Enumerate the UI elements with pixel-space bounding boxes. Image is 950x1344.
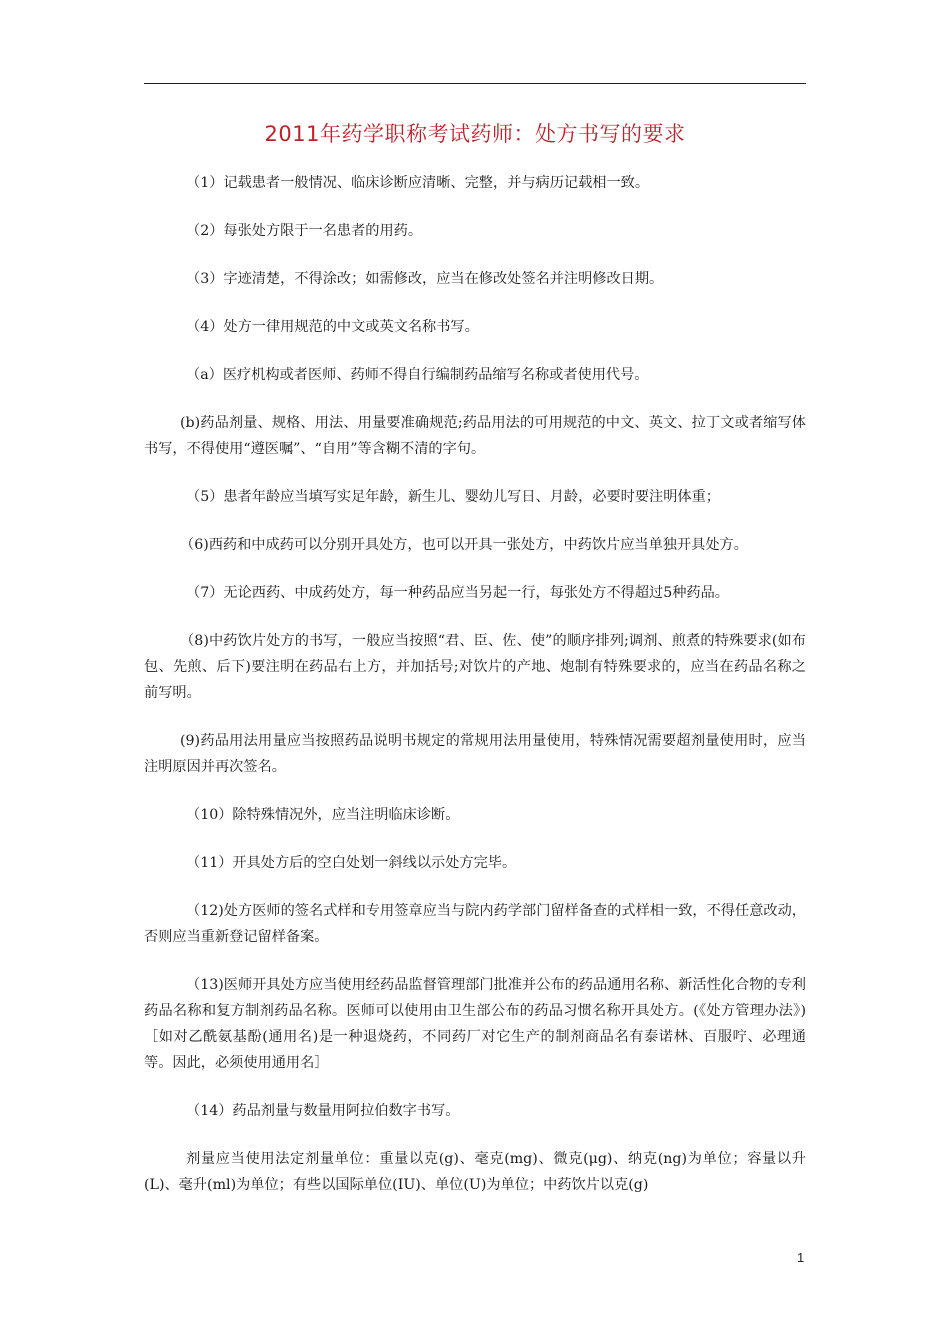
paragraph-7: （7）无论西药、中成药处方，每一种药品应当另起一行，每张处方不得超过5种药品。	[186, 585, 729, 601]
paragraph-6: （6)西药和中成药可以分别开具处方，也可以开具一张处方，中药饮片应当单独开具处方。	[180, 537, 748, 553]
paragraph-14: （14）药品剂量与数量用阿拉伯数字书写。	[186, 1103, 460, 1119]
document-body	[144, 170, 806, 1198]
paragraph-dosage-units: 剂量应当使用法定剂量单位：重量以克(g)、毫克(mg)、微克(μg)、纳克(ng)为单位；容量以升(L)、毫升(ml)为单位；有些以国际单位(IU)、单位(U)为单位；中药饮片以克(g)	[144, 1151, 806, 1193]
paragraph-10: （10）除特殊情况外，应当注明临床诊断。	[186, 807, 460, 823]
paragraph-a: （a）医疗机构或者医师、药师不得自行编制药品缩写名称或者使用代号。	[186, 367, 649, 383]
paragraph-12: （12)处方医师的签名式样和专用签章应当与院内药学部门留样备查的式样相一致，不得任意改动，否则应当重新登记留样备案。	[144, 903, 806, 945]
paragraph-9: (9)药品用法用量应当按照药品说明书规定的常规用法用量使用，特殊情况需要超剂量使用时，应当注明原因并再次签名。	[144, 733, 806, 775]
document-title: 2011年药学职称考试药师：处方书写的要求	[264, 122, 686, 146]
header-rule	[144, 83, 806, 84]
paragraph-8: （8)中药饮片处方的书写，一般应当按照“君、臣、佐、使”的顺序排列;调剂、煎煮的特殊要求(如布包、先煎、后下)要注明在药品右上方，并加括号;对饮片的产地、炮制有特殊要求的，应当在药品名称之前写明。	[144, 633, 806, 701]
page-number: 1	[797, 1250, 805, 1265]
paragraph-11: （11）开具处方后的空白处划一斜线以示处方完毕。	[186, 855, 517, 871]
paragraph-13: （13)医师开具处方应当使用经药品监督管理部门批准并公布的药品通用名称、新活性化合物的专利药品名称和复方制剂药品名称。医师可以使用由卫生部公布的药品习惯名称开具处方。(《处方管理办法》)［如对乙酰氨基酚(通用名)是一种退烧药，不同药厂对它生产的制剂商品名有泰诺林、百服咛、必理通等。因此，必须使用通用名］	[144, 977, 806, 1071]
paragraph-5: （5）患者年龄应当填写实足年龄，新生儿、婴幼儿写日、月龄，必要时要注明体重；	[186, 489, 720, 505]
paragraph-3: （3）字迹清楚，不得涂改；如需修改，应当在修改处签名并注明修改日期。	[186, 271, 664, 287]
paragraph-b: (b)药品剂量、规格、用法、用量要准确规范;药品用法的可用规范的中文、英文、拉丁文或者缩写体书写，不得使用“遵医嘱”、“自用”等含糊不清的字句。	[144, 415, 806, 457]
paragraph-1: （1）记载患者一般情况、临床诊断应清晰、完整，并与病历记载相一致。	[186, 175, 650, 191]
paragraph-2: （2）每张处方限于一名患者的用药。	[186, 223, 423, 239]
paragraph-4: （4）处方一律用规范的中文或英文名称书写。	[186, 319, 479, 335]
